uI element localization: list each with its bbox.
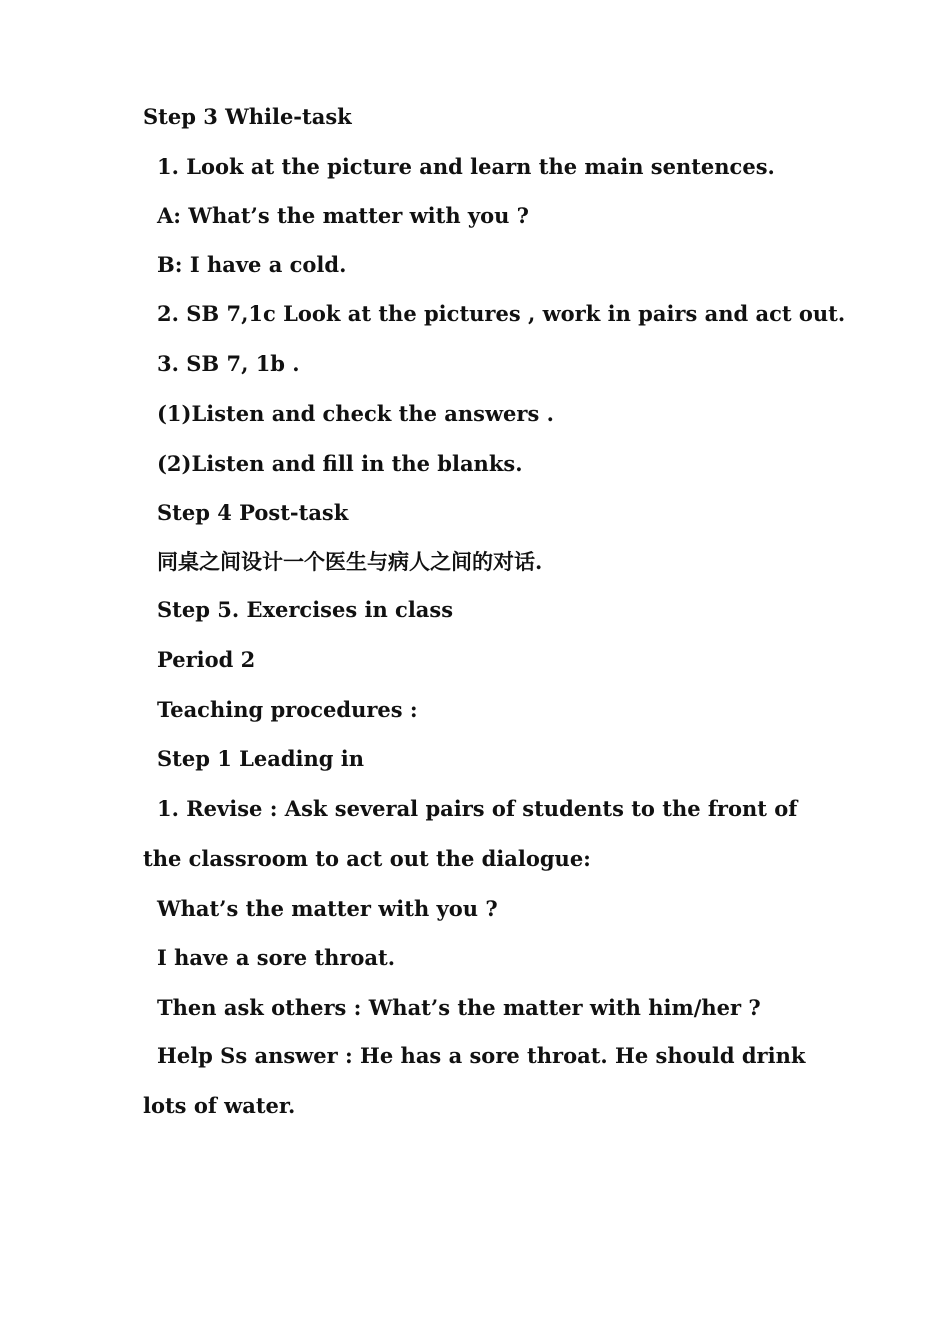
period-2-heading: Period 2 (157, 647, 256, 672)
instruction-2: 2. SB 7,1c Look at the pictures , work in pairs and act out. (157, 301, 846, 326)
step3-heading: Step 3 While-task (143, 104, 352, 129)
help-answer-cont: lots of water. (143, 1093, 296, 1118)
follow-up-question: Then ask others : What’s the matter with him/her ? (157, 995, 761, 1020)
dialogue-question: What’s the matter with you ? (157, 896, 498, 921)
instruction-3: 3. SB 7, 1b . (157, 351, 300, 376)
chinese-instruction: 同桌之间设计一个医生与病人之间的对话. (157, 549, 543, 574)
dialogue-line-a: A: What’s the matter with you ? (157, 203, 529, 228)
instruction-1: 1. Look at the picture and learn the main sentences. (157, 154, 775, 179)
revise-instruction: 1. Revise : Ask several pairs of students to the front of (157, 796, 798, 821)
teaching-procedures: Teaching procedures : (157, 697, 418, 722)
help-answer: Help Ss answer : He has a sore throat. He should drink (157, 1043, 806, 1068)
dialogue-line-b: B: I have a cold. (157, 252, 347, 277)
sub-instruction-1: (1)Listen and check the answers . (157, 401, 554, 426)
sub-instruction-2: (2)Listen and fill in the blanks. (157, 451, 523, 476)
step1-heading: Step 1 Leading in (157, 746, 365, 771)
step5-heading: Step 5. Exercises in class (157, 597, 454, 622)
dialogue-answer: I have a sore throat. (157, 945, 396, 970)
revise-instruction-cont: the classroom to act out the dialogue: (143, 846, 591, 871)
step4-heading: Step 4 Post-task (157, 500, 349, 525)
